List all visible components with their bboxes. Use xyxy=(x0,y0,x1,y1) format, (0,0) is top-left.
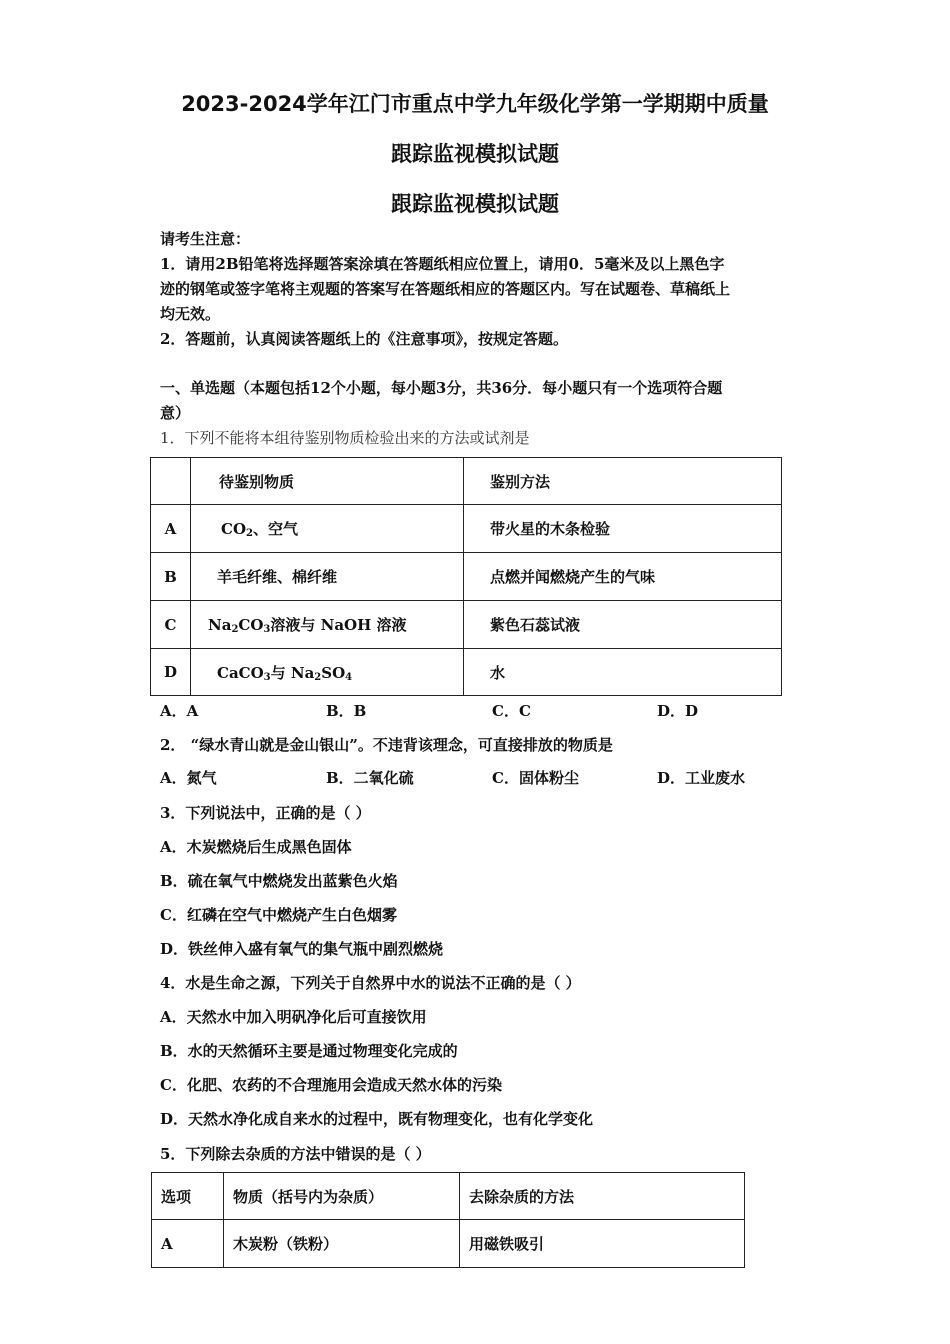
formula-text: 、空气 xyxy=(252,520,298,538)
q1-row-method: 紫色石蕊试液 xyxy=(464,601,782,649)
q3-option-a: A．木炭燃烧后生成黑色固体 xyxy=(160,838,352,856)
q1-row-substance xyxy=(191,649,464,696)
formula-text: SO xyxy=(321,663,346,682)
q1-row-c xyxy=(151,601,782,649)
formula-text: CO xyxy=(238,616,264,634)
q1-header-substance: 待鉴别物质 xyxy=(191,458,464,505)
q1-option-d: D．D xyxy=(657,702,699,720)
section-heading-b: 意） xyxy=(160,404,191,422)
q5-header-option: 选项 xyxy=(152,1173,224,1220)
q3-option-c: C．红磷在空气中燃烧产生白色烟雾 xyxy=(160,906,397,924)
q1-stem: 1．下列不能将本组待鉴别物质检验出来的方法或试剂是 xyxy=(160,429,530,447)
q1-header-row xyxy=(151,458,782,505)
q5-header-row xyxy=(152,1173,745,1220)
q1-row-substance xyxy=(191,505,464,553)
notice-item-1a: 1．请用2B铅笔将选择题答案涂填在答题纸相应位置上，请用0．5毫米及以上黑色字 xyxy=(160,255,725,273)
q1-option-b: B．B xyxy=(326,702,367,720)
q1-table xyxy=(150,457,782,696)
q1-row-key: D xyxy=(151,649,191,696)
formula-subscript: 2 xyxy=(231,624,239,635)
q4-option-c: C．化肥、农药的不合理施用会造成天然水体的污染 xyxy=(160,1076,502,1094)
q1-option-c: C．C xyxy=(492,702,531,720)
q1-row-key: A xyxy=(151,505,191,553)
page-subtitle: 跟踪监视模拟试题 xyxy=(391,142,559,166)
q5-header-method: 去除杂质的方法 xyxy=(460,1173,745,1220)
formula-subscript: 4 xyxy=(345,671,353,683)
q1-row-a xyxy=(151,505,782,553)
q1-row-key: B xyxy=(151,553,191,601)
notice-item-1b: 迹的钢笔或签字笔将主观题的答案写在答题纸相应的答题区内。写在试题卷、草稿纸上 xyxy=(160,280,731,298)
q5-row-key: A xyxy=(152,1220,224,1268)
formula-subscript: 3 xyxy=(263,671,271,683)
section-heading-a: 一、单选题（本题包括12个小题，每小题3分，共36分．每小题只有一个选项符合题 xyxy=(160,379,723,397)
notice-item-1c: 均无效。 xyxy=(160,305,221,323)
q1-row-method: 点燃并闻燃烧产生的气味 xyxy=(464,553,782,601)
q1-row-d xyxy=(151,649,782,696)
formula-text: 溶液与 NaOH 溶液 xyxy=(270,616,407,634)
notice-item-2: 2．答题前，认真阅读答题纸上的《注意事项》，按规定答题。 xyxy=(160,330,568,348)
q1-row-key: C xyxy=(151,601,191,649)
q3-option-b: B．硫在氧气中燃烧发出蓝紫色火焰 xyxy=(160,872,398,890)
formula-subscript: 2 xyxy=(314,671,322,683)
formula-text: 与 Na xyxy=(270,663,315,682)
formula-text: Na xyxy=(208,616,232,634)
q2-stem: 2． “绿水青山就是金山银山”。不违背该理念，可直接排放的物质是 xyxy=(160,736,613,754)
q5-row-substance: 木炭粉（铁粉） xyxy=(224,1220,460,1268)
q2-option-d: D．工业废水 xyxy=(657,769,746,787)
formula-text: CO xyxy=(221,520,247,538)
q4-option-d: D．天然水净化成自来水的过程中，既有物理变化，也有化学变化 xyxy=(160,1110,594,1128)
q5-stem: 5．下列除去杂质的方法中错误的是（ ） xyxy=(160,1145,431,1163)
q4-option-b: B．水的天然循环主要是通过物理变化完成的 xyxy=(160,1042,458,1060)
q1-row-b xyxy=(151,553,782,601)
q1-row-method: 带火星的木条检验 xyxy=(464,505,782,553)
q5-row-a xyxy=(152,1220,745,1268)
q1-row-substance xyxy=(191,601,464,649)
q1-row-method: 水 xyxy=(464,649,782,696)
formula-text: CaCO xyxy=(217,663,264,682)
q4-stem: 4．水是生命之源，下列关于自然界中水的说法不正确的是（ ） xyxy=(160,974,581,992)
q1-option-a: A．A xyxy=(160,702,199,720)
page-subtitle-repeat: 跟踪监视模拟试题 xyxy=(391,192,559,216)
q3-stem: 3．下列说法中，正确的是（ ） xyxy=(160,804,371,822)
q1-header-key xyxy=(151,458,191,505)
formula-subscript: 2 xyxy=(246,528,253,539)
q2-option-a: A．氮气 xyxy=(160,769,217,787)
q1-row-substance: 羊毛纤维、棉纤维 xyxy=(191,553,464,601)
q2-option-b: B．二氧化硫 xyxy=(326,769,414,787)
q1-header-method: 鉴别方法 xyxy=(464,458,782,505)
q3-option-d: D．铁丝伸入盛有氧气的集气瓶中剧烈燃烧 xyxy=(160,940,444,958)
q5-header-substance: 物质（括号内为杂质） xyxy=(224,1173,460,1220)
notice-heading: 请考生注意： xyxy=(160,230,251,248)
q5-table xyxy=(151,1172,745,1268)
page-title: 2023-2024学年江门市重点中学九年级化学第一学期期中质量 xyxy=(181,92,769,116)
q4-option-a: A．天然水中加入明矾净化后可直接饮用 xyxy=(160,1008,427,1026)
formula-subscript: 3 xyxy=(263,624,271,635)
q2-option-c: C．固体粉尘 xyxy=(492,769,579,787)
q5-row-method: 用磁铁吸引 xyxy=(460,1220,745,1268)
